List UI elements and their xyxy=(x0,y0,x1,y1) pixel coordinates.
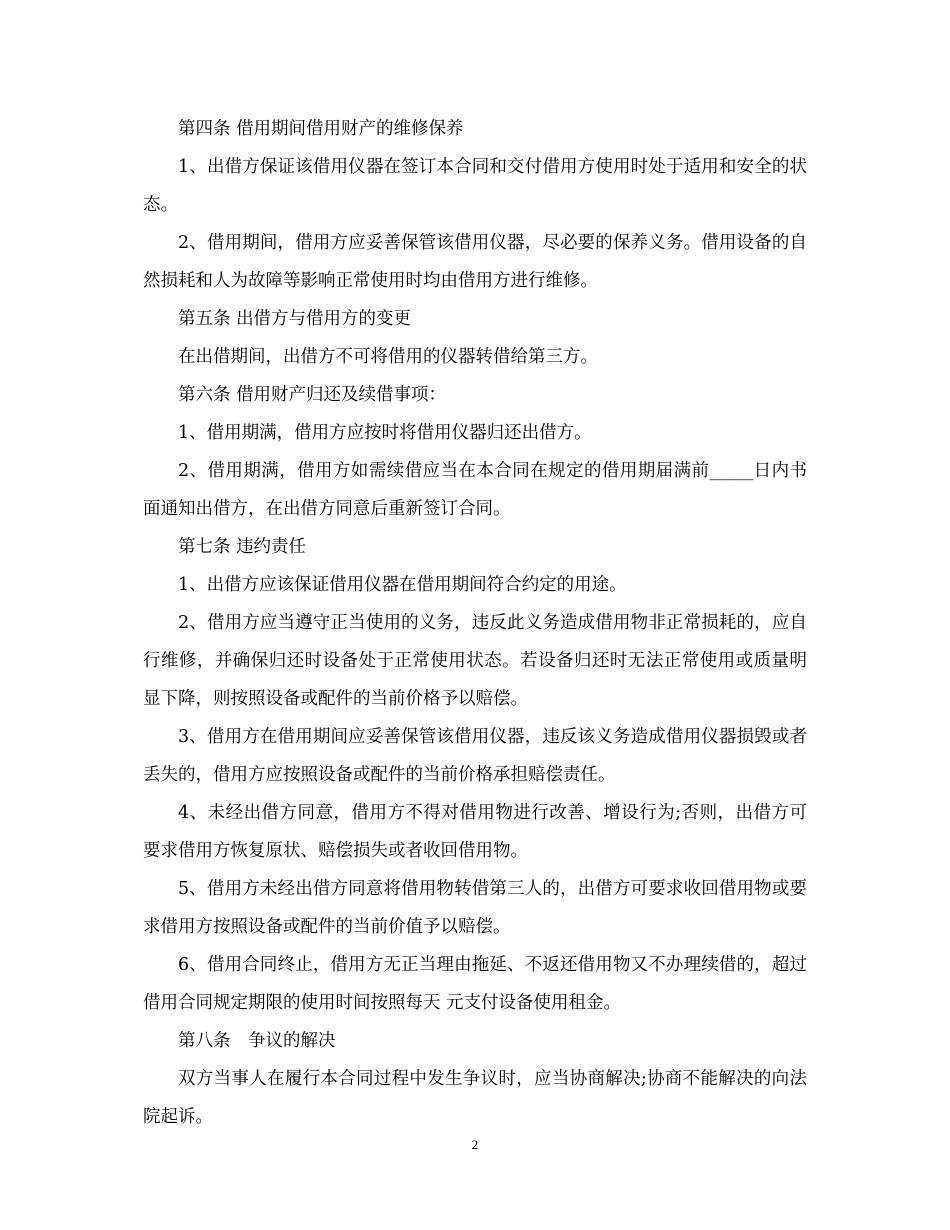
article-4-clause-1: 1、出借方保证该借用仪器在签订本合同和交付借用方使用时处于适用和安全的状态。 xyxy=(143,157,807,215)
article-5-clause: 在出借期间，出借方不可将借用的仪器转借给第三方。 xyxy=(178,347,598,367)
article-8-heading: 第八条 争议的解决 xyxy=(178,1031,336,1051)
article-6-clause-1: 1、借用期满，借用方应按时将借用仪器归还出借方。 xyxy=(178,423,592,443)
article-4-clause-2: 2、借用期间，借用方应妥善保管该借用仪器，尽必要的保养义务。借用设备的自然损耗和人为故障等影响正常使用时均由借用方进行维修。 xyxy=(143,233,807,291)
article-7-heading: 第七条 违约责任 xyxy=(178,537,307,557)
article-7-clause-3: 3、借用方在借用期间应妥善保管该借用仪器，违反该义务造成借用仪器损毁或者丢失的，借用方应按照设备或配件的当前价格承担赔偿责任。 xyxy=(143,727,807,785)
article-7-clause-4: 4、未经出借方同意，借用方不得对借用物进行改善、增设行为;否则，出借方可要求借用方恢复原状、赔偿损失或者收回借用物。 xyxy=(143,803,807,861)
article-6-heading: 第六条 借用财产归还及续借事项： xyxy=(178,385,447,405)
article-7-clause-6: 6、借用合同终止，借用方无正当理由拖延、不返还借用物又不办理续借的，超过借用合同规定期限的使用时间按照每天 元支付设备使用租金。 xyxy=(143,955,807,1013)
article-7-clause-1: 1、出借方应该保证借用仪器在借用期间符合约定的用途。 xyxy=(178,575,627,595)
article-4-heading: 第四条 借用期间借用财产的维修保养 xyxy=(178,119,464,139)
article-6-clause-2: 2、借用期满，借用方如需续借应当在本合同在规定的借用期届满前_____日内书面通知出借方，在出借方同意后重新签订合同。 xyxy=(143,461,807,519)
article-7-clause-5: 5、借用方未经出借方同意将借用物转借第三人的，出借方可要求收回借用物或要求借用方按照设备或配件的当前价值予以赔偿。 xyxy=(143,879,807,937)
article-5-heading: 第五条 出借方与借用方的变更 xyxy=(178,309,412,329)
page-number: 2 xyxy=(471,1137,479,1152)
article-7-clause-2: 2、借用方应当遵守正当使用的义务，违反此义务造成借用物非正常损耗的，应自行维修，并确保归还时设备处于正常使用状态。若设备归还时无法正常使用或质量明显下降，则按照设备或配件的当前价格予以赔偿。 xyxy=(143,613,807,709)
article-8-clause: 双方当事人在履行本合同过程中发生争议时，应当协商解决;协商不能解决的向法院起诉。 xyxy=(143,1069,807,1127)
document-body xyxy=(143,110,807,1136)
